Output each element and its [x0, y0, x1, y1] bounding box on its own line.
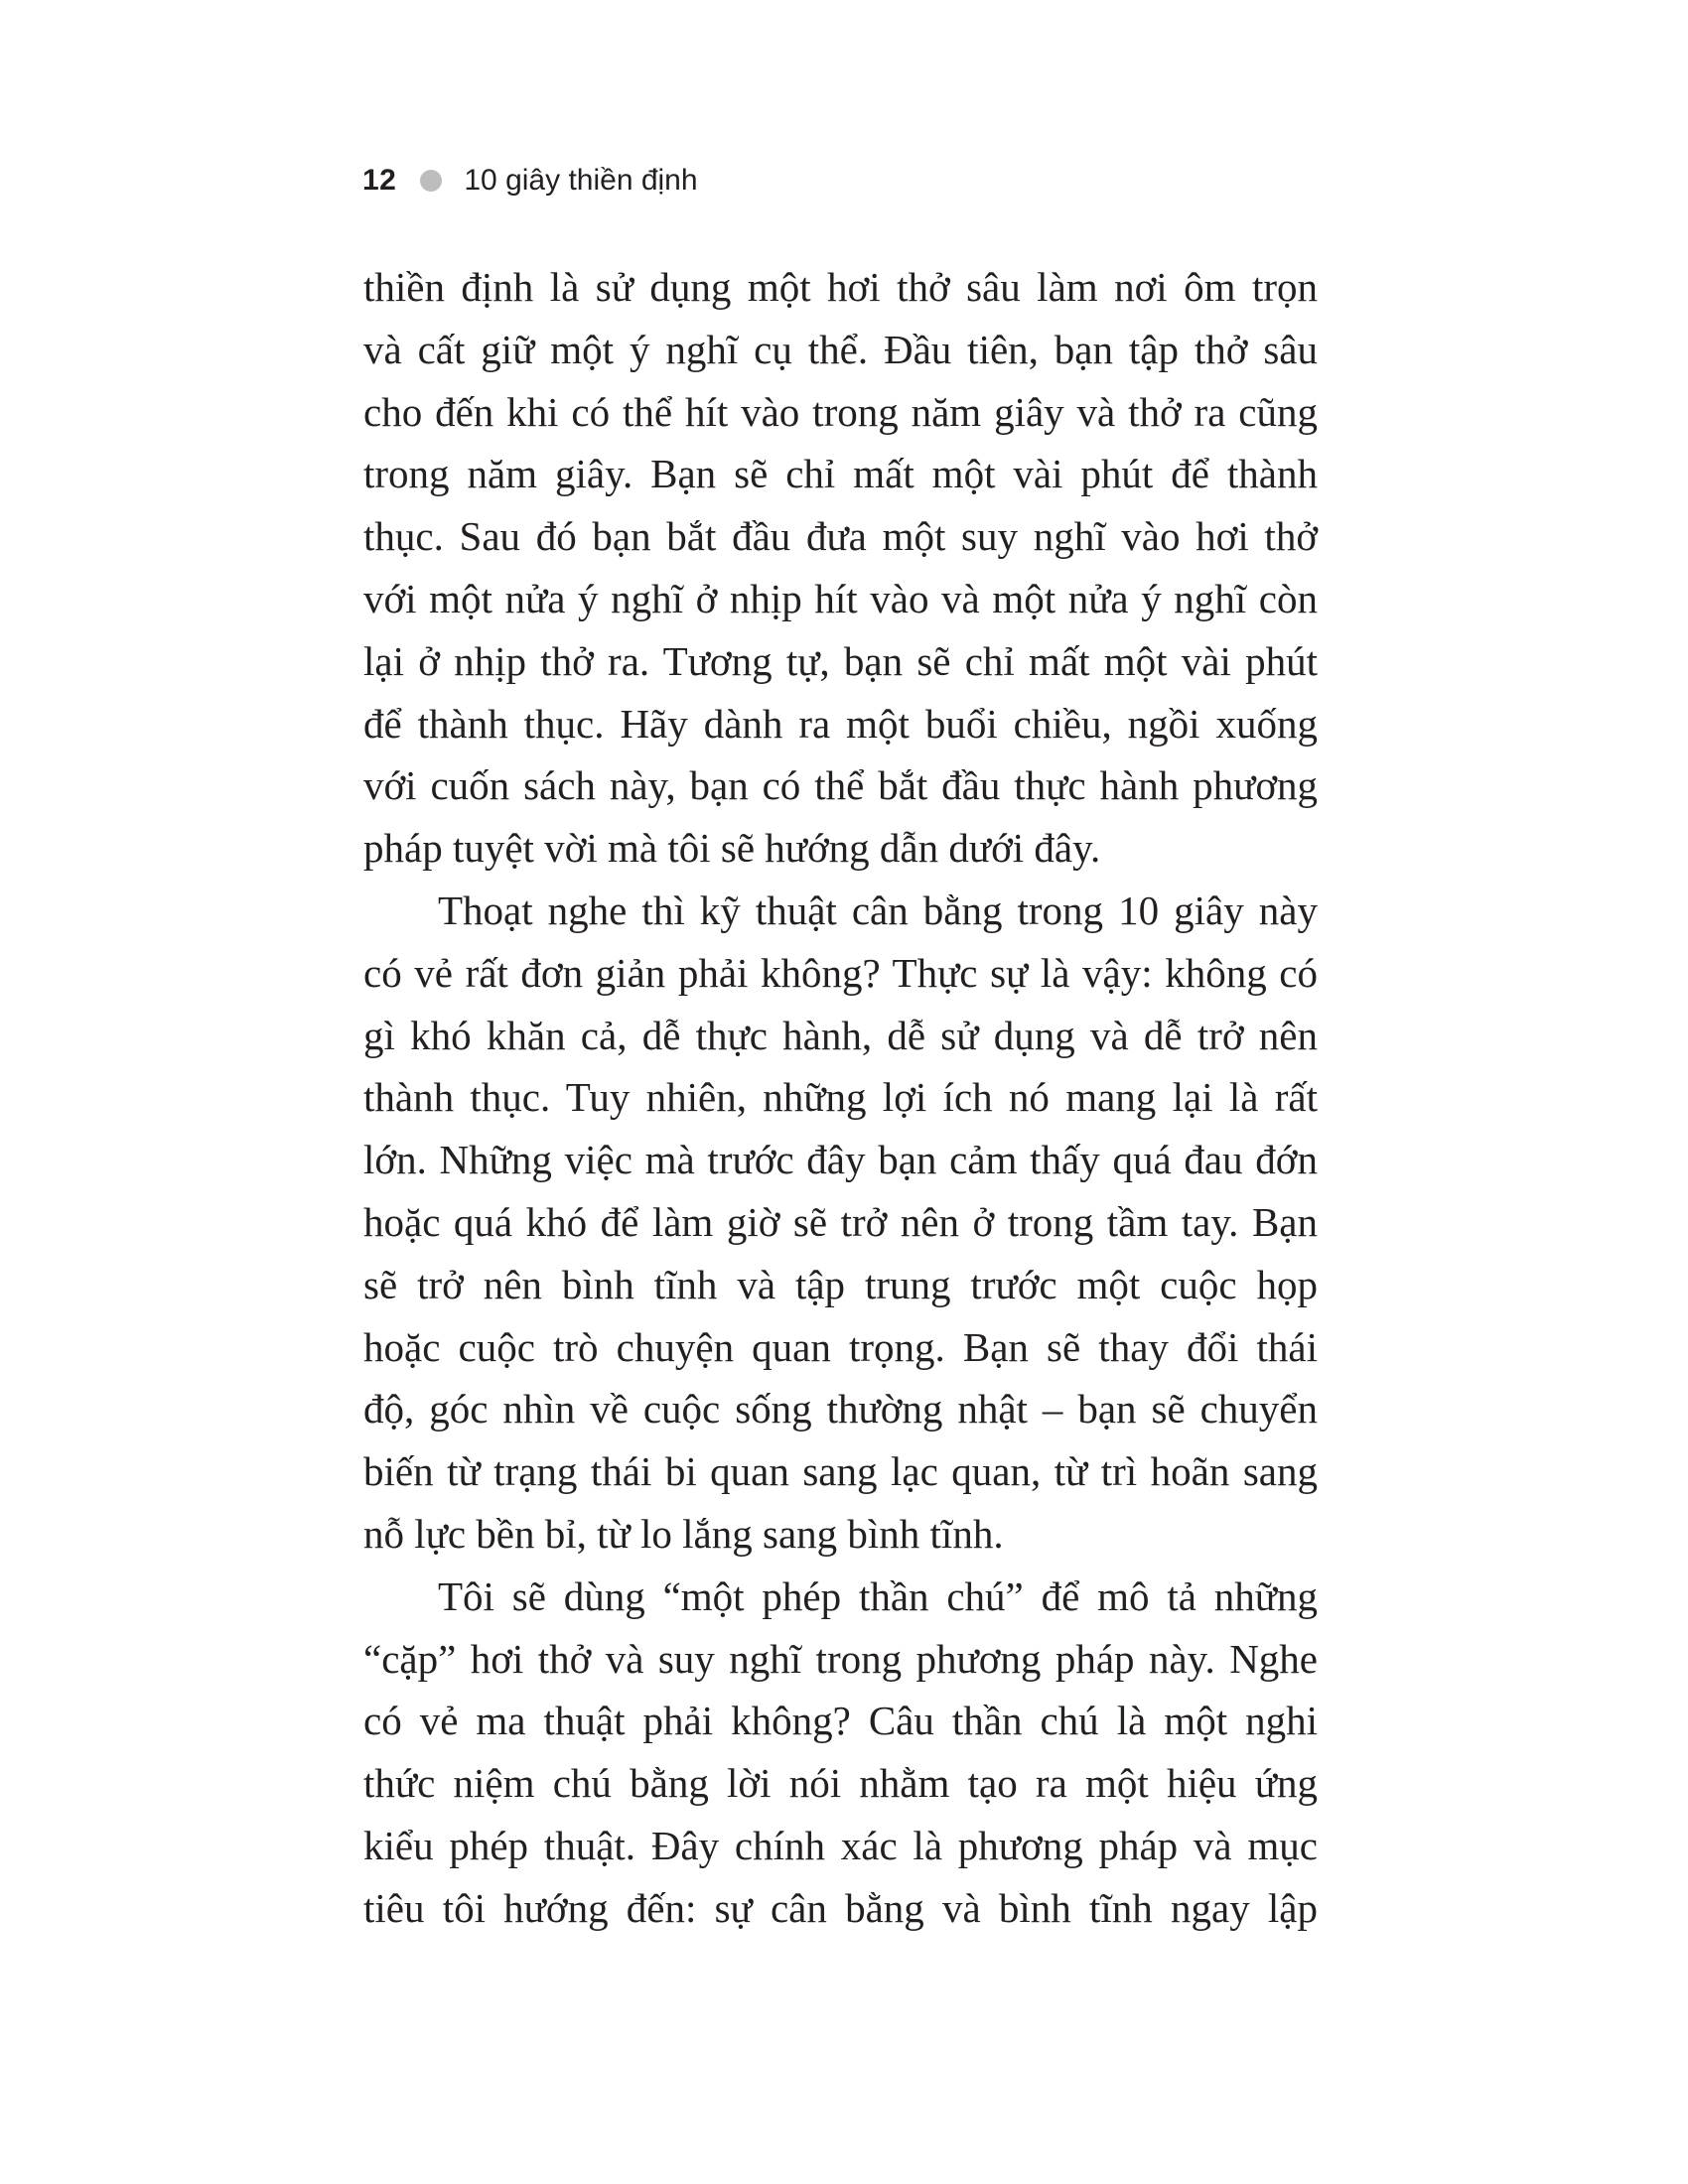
text-line: cho đến khi có thể hít vào trong năm giây và thở ra cũng: [363, 388, 1318, 435]
text-line: gì khó khăn cả, dễ thực hành, dễ sử dụng và dễ trở nên: [363, 1012, 1318, 1058]
text-line: trong năm giây. Bạn sẽ chỉ mất một vài phút để thành: [363, 451, 1318, 497]
text-line: với cuốn sách này, bạn có thể bắt đầu thực hành phương: [363, 762, 1318, 809]
running-header: [362, 159, 698, 203]
paragraph-1: [363, 256, 1318, 880]
text-line: nỗ lực bền bỉ, từ lo lắng sang bình tĩnh.: [363, 1510, 1004, 1557]
text-line: kiểu phép thuật. Đây chính xác là phương pháp và mục: [363, 1822, 1318, 1868]
text-line: để thành thục. Hãy dành ra một buổi chiều, ngồi xuống: [363, 700, 1318, 747]
text-line: tiêu tôi hướng đến: sự cân bằng và bình tĩnh ngay lập: [363, 1884, 1318, 1931]
text-line: có vẻ ma thuật phải không? Câu thần chú là một nghi: [363, 1698, 1318, 1744]
body-text: [363, 256, 1318, 1940]
text-line: Thoạt nghe thì kỹ thuật cân bằng trong 10 giây này: [438, 887, 1318, 933]
text-line: thiền định là sử dụng một hơi thở sâu làm nơi ôm trọn: [363, 264, 1318, 310]
text-line: và cất giữ một ý nghĩ cụ thể. Đầu tiên, bạn tập thở sâu: [363, 326, 1318, 372]
text-line: với một nửa ý nghĩ ở nhịp hít vào và một nửa ý nghĩ còn: [363, 575, 1318, 621]
text-line: sẽ trở nên bình tĩnh và tập trung trước một cuộc họp: [363, 1261, 1318, 1307]
text-line: có vẻ rất đơn giản phải không? Thực sự là vậy: không có: [363, 949, 1318, 996]
bullet-dot-icon: [420, 170, 442, 192]
text-line: “cặp” hơi thở và suy nghĩ trong phương pháp này. Nghe: [363, 1635, 1318, 1682]
text-line: Tôi sẽ dùng “một phép thần chú” để mô tả những: [438, 1572, 1318, 1619]
text-line: thục. Sau đó bạn bắt đầu đưa một suy nghĩ vào hơi thở: [363, 513, 1318, 560]
text-line: biến từ trạng thái bi quan sang lạc quan, từ trì hoãn sang: [363, 1448, 1318, 1495]
paragraph-2: [363, 880, 1318, 1566]
paragraph-3: [363, 1566, 1318, 1940]
text-line: hoặc cuộc trò chuyện quan trọng. Bạn sẽ thay đổi thái: [363, 1323, 1318, 1370]
text-line: hoặc quá khó để làm giờ sẽ trở nên ở trong tầm tay. Bạn: [363, 1198, 1318, 1245]
text-line: độ, góc nhìn về cuộc sống thường nhật – bạn sẽ chuyển: [363, 1386, 1318, 1433]
text-line: thức niệm chú bằng lời nói nhằm tạo ra một hiệu ứng: [363, 1760, 1318, 1807]
text-line: thành thục. Tuy nhiên, những lợi ích nó mang lại là rất: [363, 1074, 1318, 1121]
book-title: 10 giây thiền định: [464, 164, 698, 197]
text-line: lại ở nhịp thở ra. Tương tự, bạn sẽ chỉ mất một vài phút: [363, 637, 1318, 684]
text-line: pháp tuyệt vời mà tôi sẽ hướng dẫn dưới đây.: [363, 825, 1101, 872]
page-number: 12: [362, 164, 397, 197]
text-line: lớn. Những việc mà trước đây bạn cảm thấy quá đau đớn: [363, 1137, 1318, 1183]
